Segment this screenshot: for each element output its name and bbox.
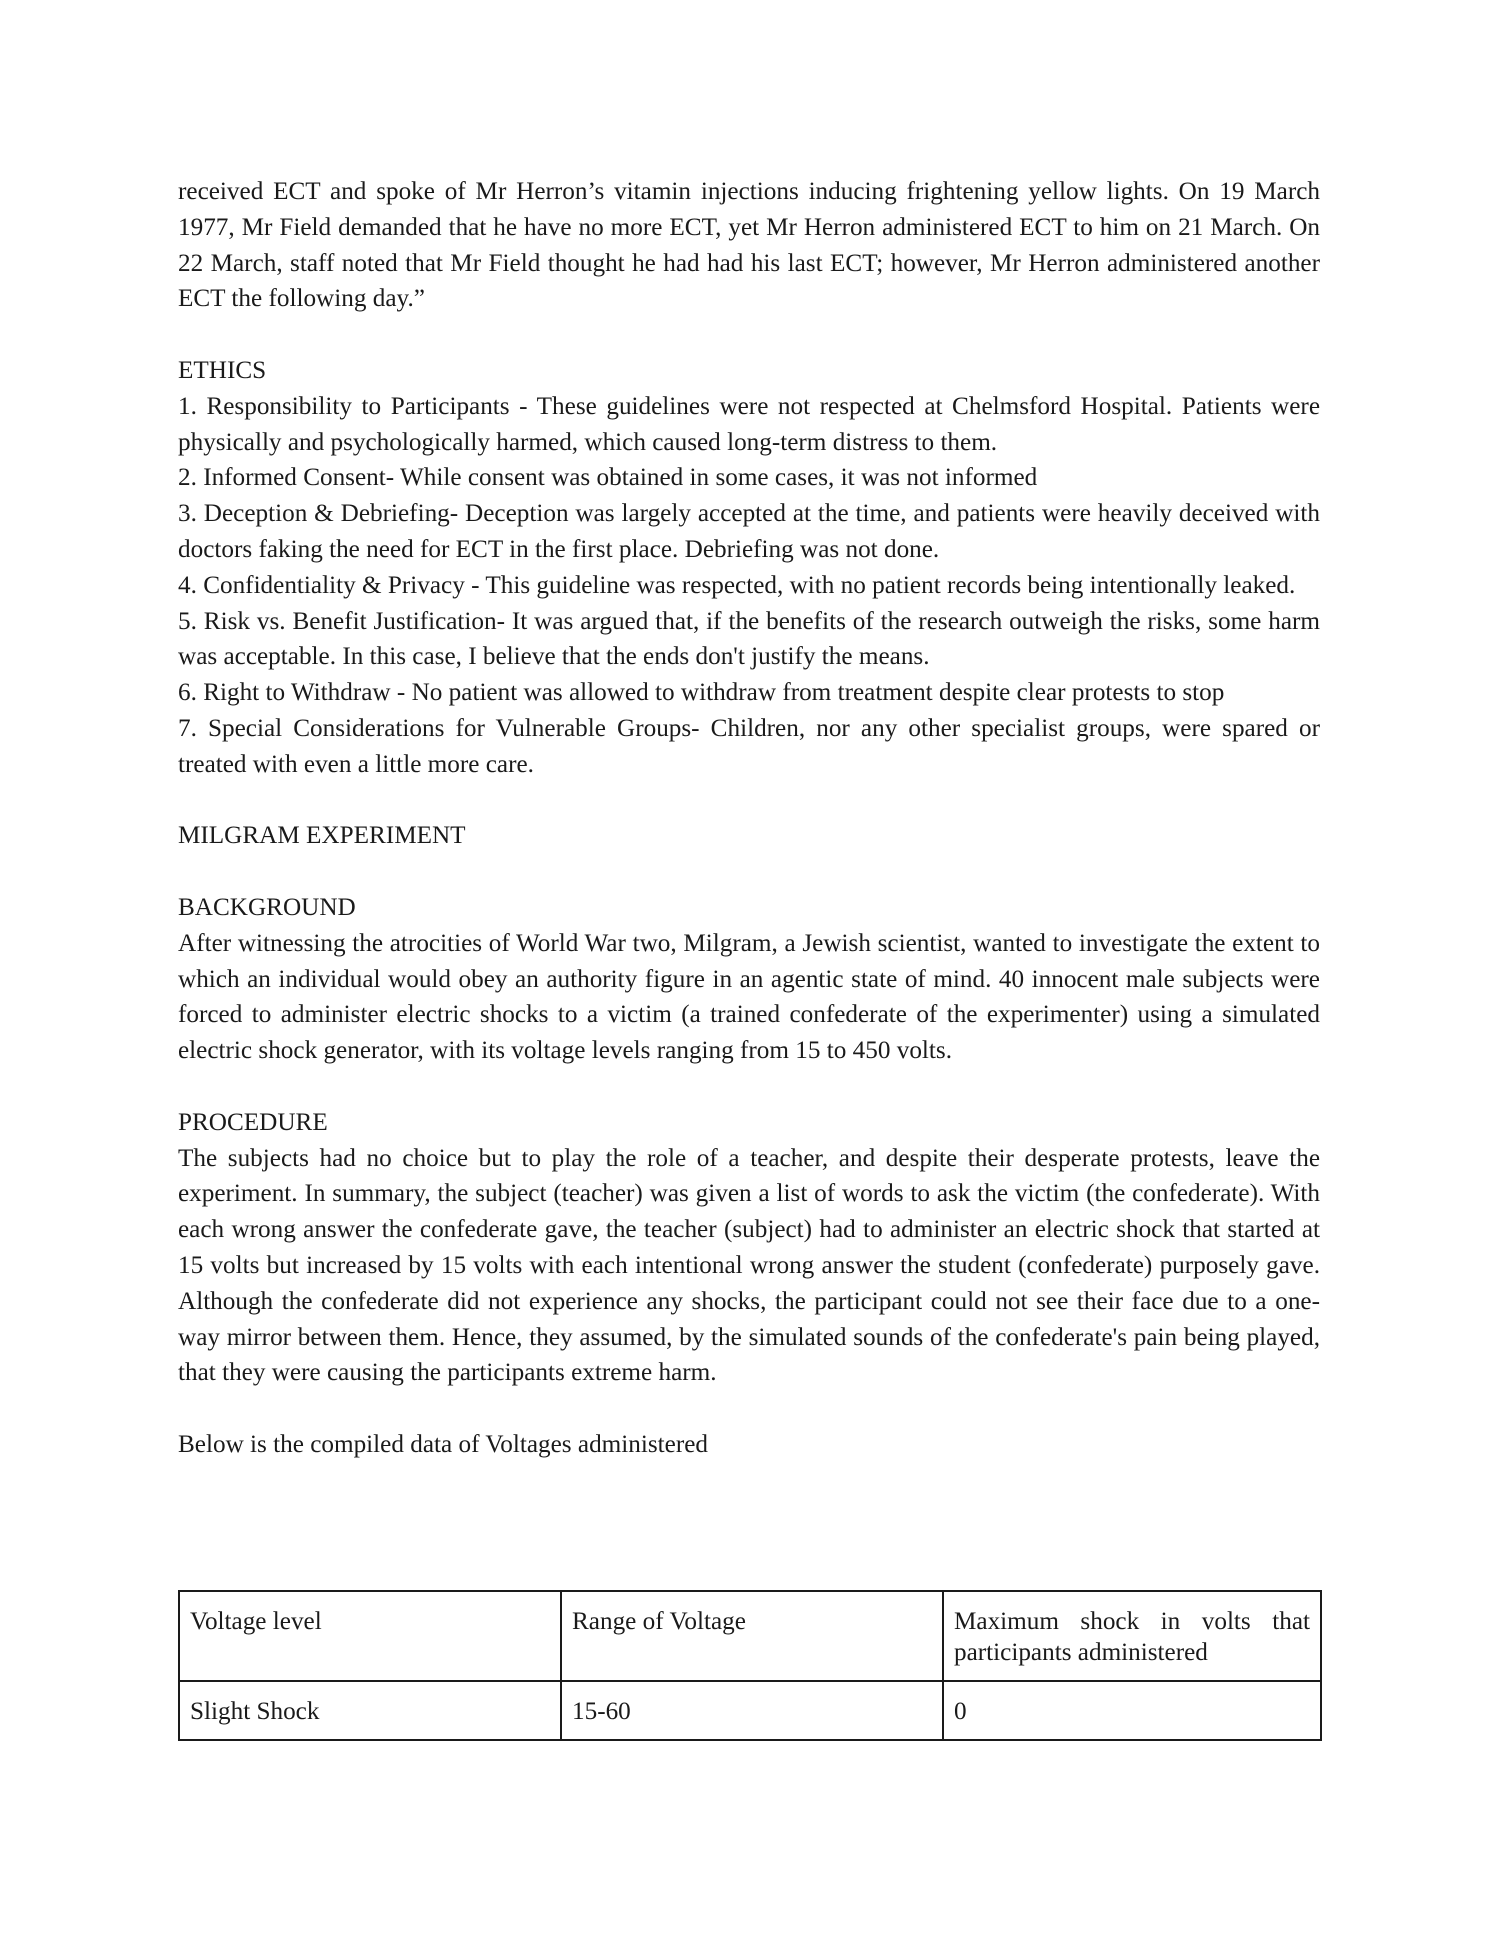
background-heading: BACKGROUND bbox=[178, 893, 356, 921]
table-header-cell: Voltage level bbox=[179, 1591, 561, 1681]
voltage-data-table bbox=[178, 1590, 1322, 1741]
ethics-item-vulnerable-groups: 7. Special Considerations for Vulnerable Groups- Children, nor any other specialist groups, were spared or treated with even a little more care. bbox=[178, 714, 1320, 778]
ethics-item-confidentiality: 4. Confidentiality & Privacy - This guideline was respected, with no patient records being intentionally leaked. bbox=[178, 571, 1296, 599]
ethics-list bbox=[178, 389, 1320, 783]
spacer bbox=[178, 317, 1320, 353]
spacer bbox=[178, 1391, 1320, 1427]
ethics-item-deception: 3. Deception & Debriefing- Deception was largely accepted at the time, and patients were heavily deceived with doctors faking the need for ECT in the first place. Debriefing was not done. bbox=[178, 500, 1320, 563]
table-row bbox=[179, 1681, 1321, 1740]
ethics-item-informed-consent: 2. Informed Consent- While consent was obtained in some cases, it was not informed bbox=[178, 464, 1038, 492]
table-header-cell: Maximum shock in volts that participants administered bbox=[943, 1591, 1321, 1681]
background-paragraph: After witnessing the atrocities of World War two, Milgram, a Jewish scientist, wanted to investigate the extent to which an individual would obey an authority figure in an agentic state of mind. 40 innocent male subjects were forced to administer electric shocks to a victim (a trained confederate of the experimenter) using a simulated electric shock generator, with its voltage levels ranging from 15 to 450 volts. bbox=[178, 929, 1320, 1065]
spacer bbox=[178, 1069, 1320, 1105]
table-cell: 15-60 bbox=[561, 1681, 943, 1740]
table-cell: 0 bbox=[943, 1681, 1321, 1740]
spacer bbox=[178, 783, 1320, 819]
table-header-row bbox=[179, 1591, 1321, 1681]
ethics-item-right-to-withdraw: 6. Right to Withdraw - No patient was allowed to withdraw from treatment despite clear protests to stop bbox=[178, 679, 1225, 707]
table-cell: Slight Shock bbox=[179, 1681, 561, 1740]
milgram-title: MILGRAM EXPERIMENT bbox=[178, 822, 466, 850]
table-intro: Below is the compiled data of Voltages administered bbox=[178, 1430, 708, 1458]
table-header-cell: Range of Voltage bbox=[561, 1591, 943, 1681]
document-page bbox=[178, 174, 1320, 1463]
procedure-heading: PROCEDURE bbox=[178, 1108, 328, 1136]
ethics-heading: ETHICS bbox=[178, 356, 267, 384]
quote-continuation-paragraph: received ECT and spoke of Mr Herron’s vitamin injections inducing frightening yellow lights. On 19 March 1977, Mr Field demanded that he have no more ECT, yet Mr Herron administered ECT to him on 21 March. On 22 March, staff noted that Mr Field thought he had had his last ECT; however, Mr Herron administered another ECT the following day.” bbox=[178, 178, 1320, 313]
ethics-item-risk-benefit: 5. Risk vs. Benefit Justification- It was argued that, if the benefits of the research outweigh the risks, some harm was acceptable. In this case, I believe that the ends don't justify the means. bbox=[178, 607, 1320, 671]
ethics-item-responsibility: 1. Responsibility to Participants - These guidelines were not respected at Chelmsford Hospital. Patients were physically and psychologically harmed, which caused long-term distress to them. bbox=[178, 392, 1320, 456]
procedure-paragraph: The subjects had no choice but to play the role of a teacher, and despite their desperate protests, leave the experiment. In summary, the subject (teacher) was given a list of words to ask the victim (the confederate). With each wrong answer the confederate gave, the teacher (subject) had to administer an electric shock that started at 15 volts but increased by 15 volts with each intentional wrong answer the student (confederate) purposely gave. Although the confederate did not experience any shocks, the participant could not see their face due to a one-way mirror between them. Hence, they assumed, by the simulated sounds of the confederate's pain being played, that they were causing the participants extreme harm. bbox=[178, 1144, 1320, 1387]
spacer bbox=[178, 854, 1320, 890]
